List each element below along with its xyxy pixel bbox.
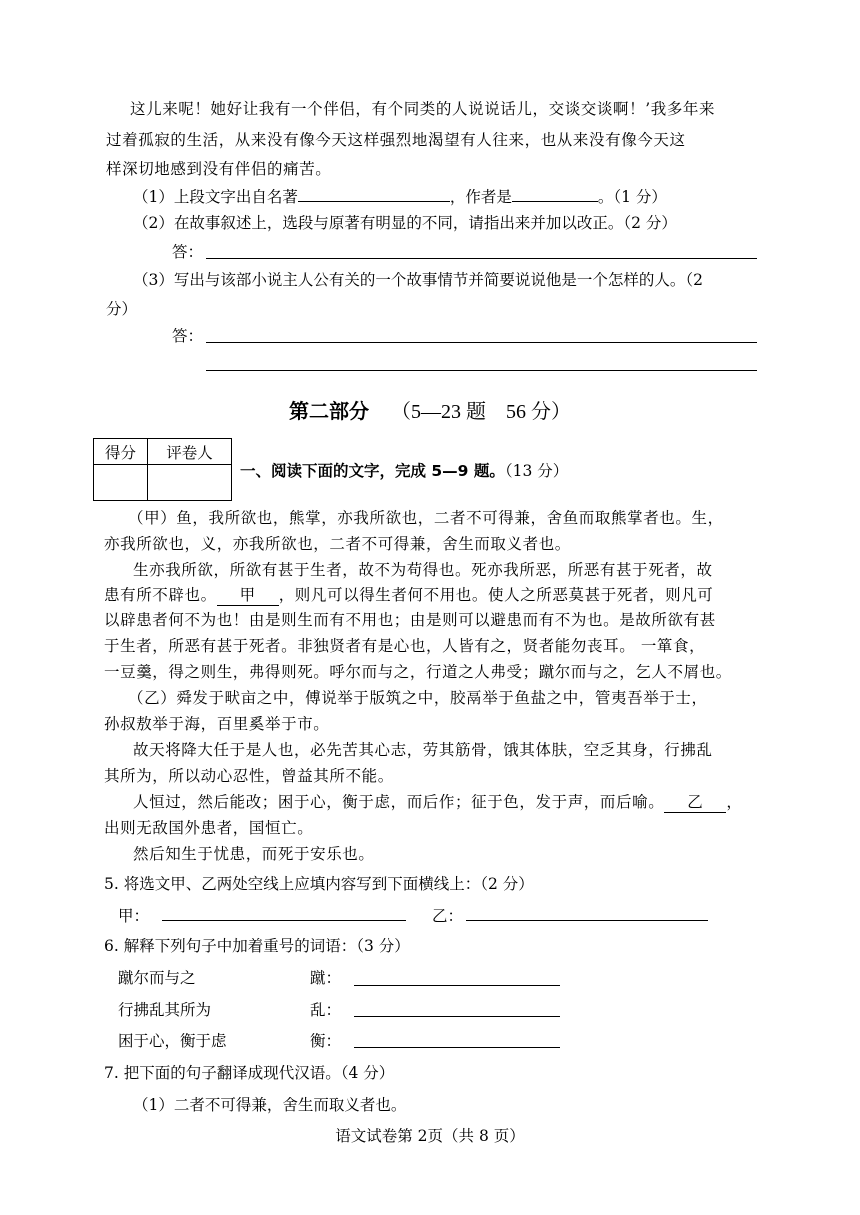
q6-sentence: 困于心，衡于虑: [118, 1032, 227, 1050]
q6-answer-line[interactable]: [354, 985, 560, 986]
passage-yi-line: [133, 792, 742, 813]
score-cell[interactable]: [94, 465, 148, 501]
passage-jia-line: （甲）鱼，我所欲也，熊掌，亦我所欲也，二者不可得兼，舍鱼而取熊掌者也。生，: [128, 509, 724, 527]
section-heading: [240, 461, 568, 481]
q5-stem: 5. 将选文甲、乙两处空线上应填内容写到下面横线上：（2 分）: [104, 875, 534, 893]
passage-jia-line: 于生者，所恶有甚于死者。非独贤者有是心也，人皆有之，贤者能勿丧耳。 一箪食，: [104, 637, 706, 655]
section-heading-text: 一、阅读下面的文字，完成 5—9 题。: [240, 462, 505, 480]
passage-yi-line: 其所为，所以动心忍性，曾益其所不能。: [104, 767, 394, 785]
passage-yi-text: ，: [726, 793, 743, 811]
q4-part1: [133, 186, 667, 207]
grader-cell[interactable]: [148, 465, 232, 501]
q5-yi-label: 乙：: [432, 907, 464, 925]
passage-yi-line: 故天将降大任于是人也，必先苦其心志，劳其筋骨，饿其体肤，空乏其身，行拂乱: [133, 741, 713, 759]
part-title: [0, 398, 860, 425]
passage-jia-line: 以辟患者何不为也！由是则生而有不用也；由是则可以避患而有不为也。是故所欲有甚: [104, 611, 716, 629]
passage-yi-line: 孙叔敖举于海，百里奚举于市。: [104, 715, 330, 733]
answer-label: 答：: [172, 327, 204, 345]
q6-word: 蹴：: [310, 969, 342, 987]
part-title-sub: （5—23 题 56 分）: [391, 401, 571, 423]
q4-part1-points: 。（1 分）: [597, 188, 667, 206]
passage-line: 样深切地感到没有伴侣的痛苦。: [106, 160, 332, 178]
q4-part2-question: （2）在故事叙述上，选段与原著有明显的不同，请指出来并加以改正。（2 分）: [133, 214, 677, 232]
answer-line[interactable]: [206, 342, 757, 343]
passage-jia-text: 患有所不辟也。: [104, 586, 217, 604]
passage-jia-line: 生亦我所欲，所欲有甚于生者，故不为苟得也。死亦我所恶，所恶有甚于死者，故: [133, 561, 713, 579]
passage-jia-line: 亦我所欲也，义，亦我所欲也，二者不可得兼，舍生而取义者也。: [104, 535, 571, 553]
passage-yi-line: 然后知生于忧患，而死于安乐也。: [133, 845, 375, 863]
score-header: 得分: [94, 439, 148, 465]
part-title-main: 第二部分: [289, 399, 369, 423]
q6-sentence: 行拂乱其所为: [118, 1001, 212, 1019]
passage-yi-text: 人恒过，然后能改；困于心，衡于虑，而后作；征于色，发于声，而后喻。: [133, 793, 665, 811]
passage-jia-text: ，则凡可以得生者何不用也。使人之所恶莫甚于死者，则凡可: [278, 586, 714, 604]
q6-answer-line[interactable]: [354, 1047, 560, 1048]
q6-word: 乱：: [310, 1001, 342, 1019]
answer-line[interactable]: [206, 258, 757, 259]
q4-part3-question: （3）写出与该部小说主人公有关的一个故事情节并简要说说他是一个怎样的人。（2: [133, 271, 703, 289]
answer-blank[interactable]: [298, 186, 450, 202]
passage-line: 过着孤寂的生活，从来没有像今天这样强烈地渴望有人往来，也从来没有像今天这: [106, 131, 686, 149]
passage-yi-line: 出则无敌国外患者，国恒亡。: [104, 819, 314, 837]
blank-jia: 甲: [217, 585, 279, 606]
q4-part3-question-cont: 分）: [106, 300, 138, 318]
q6-stem: 6. 解释下列句子中加着重号的词语：（3 分）: [104, 937, 410, 955]
q6-sentence: 蹴尔而与之: [118, 969, 196, 987]
blank-yi: 乙: [664, 792, 726, 813]
page-footer: 语文试卷第 2页（共 8 页）: [335, 1127, 525, 1145]
q6-word: 衡：: [310, 1032, 342, 1050]
passage-jia-line: 一豆羹，得之则生，弗得则死。呼尔而与之，行道之人弗受；蹴尔而与之，乞人不屑也。: [104, 663, 732, 681]
passage-line: 这儿来呢！她好让我有一个伴侣，有个同类的人说说话儿，交谈交谈啊！’我多年来: [130, 100, 716, 118]
q4-part1-author-label: ，作者是: [449, 188, 512, 206]
section-heading-points: （13 分）: [504, 462, 569, 480]
q5-jia-label: 甲：: [118, 907, 150, 925]
q5-yi-answer-line[interactable]: [466, 920, 708, 921]
grader-header: 评卷人: [148, 439, 232, 465]
q5-jia-answer-line[interactable]: [162, 920, 406, 921]
answer-label: 答：: [172, 243, 204, 261]
passage-yi-line: （乙）舜发于畎亩之中，傅说举于版筑之中，胶鬲举于鱼盐之中，管夷吾举于士，: [128, 689, 708, 707]
q4-part1-text: （1）上段文字出自名著: [133, 188, 298, 206]
q7-stem: 7. 把下面的句子翻译成现代汉语。（4 分）: [104, 1064, 395, 1082]
answer-line[interactable]: [206, 370, 757, 371]
q6-answer-line[interactable]: [354, 1016, 560, 1017]
score-table: [93, 438, 232, 501]
answer-blank[interactable]: [512, 186, 598, 202]
passage-jia-line: [104, 585, 713, 606]
q7-part1: （1）二者不可得兼，舍生而取义者也。: [133, 1096, 407, 1114]
